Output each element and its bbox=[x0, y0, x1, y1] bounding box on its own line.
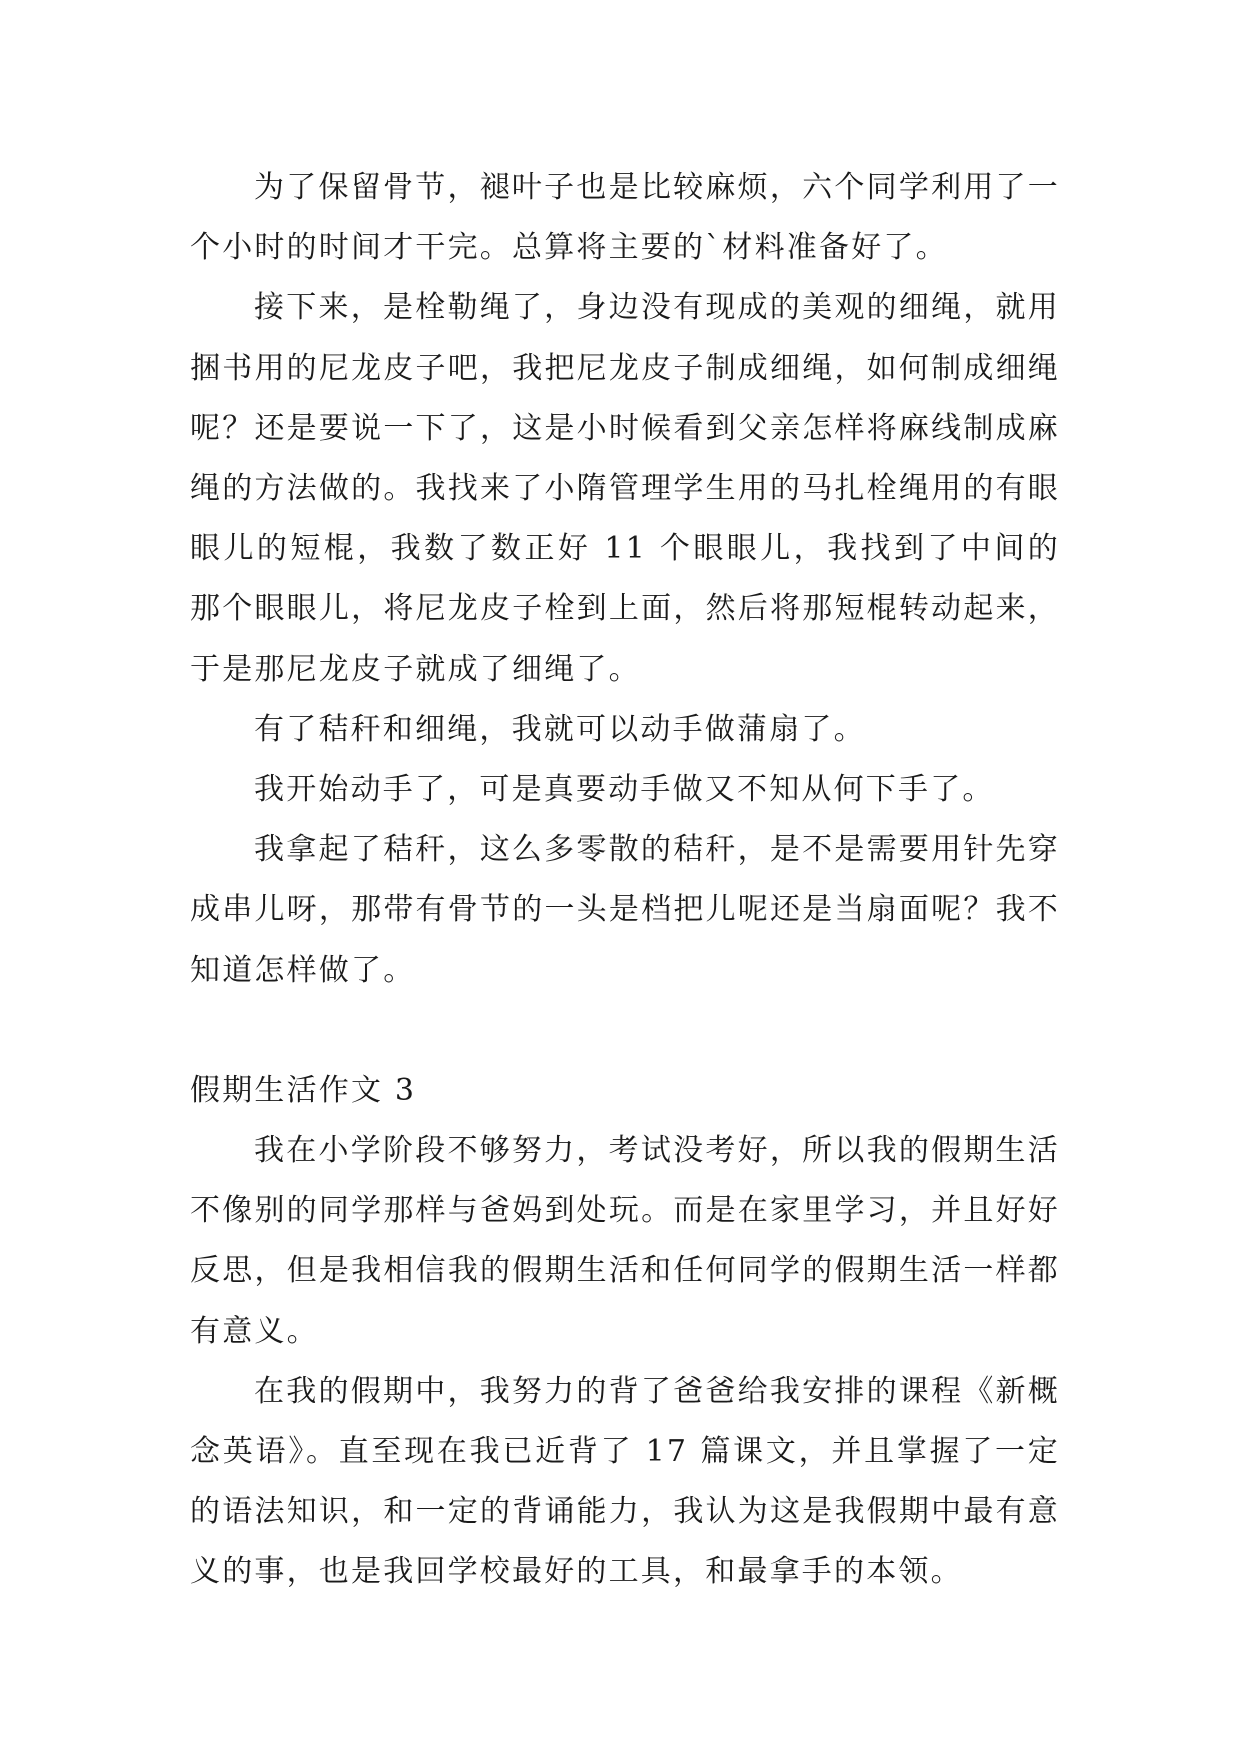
paragraph-pick-up-stalks: 我拿起了秸秆，这么多零散的秸秆，是不是需要用针先穿成串儿呀，那带有骨节的一头是档把儿呢还是当扇面呢？我不知道怎样做了。 bbox=[190, 832, 1060, 988]
paragraph-start-working: 我开始动手了，可是真要动手做又不知从何下手了。 bbox=[254, 772, 995, 808]
paragraph-make-rope: 接下来，是栓勒绳了，身边没有现成的美观的细绳，就用捆书用的尼龙皮子吧，我把尼龙皮子制成细绳，如何制成细绳呢？还是要说一下了，这是小时候看到父亲怎样将麻线制成麻绳的方法做的。我找来了小隋管理学生用的马扎栓绳用的有眼眼儿的短棍，我数了数正好 11 个眼眼儿，我找到了中间的那个眼眼儿，将尼龙皮子栓到上面，然后将那短棍转动起来，于是那尼龙皮子就成了细绳了。 bbox=[190, 290, 1060, 687]
document-body bbox=[190, 158, 1060, 1603]
paragraph-new-concept-english: 在我的假期中，我努力的背了爸爸给我安排的课程《新概念英语》。直至现在我已近背了 17 篇课文，并且掌握了一定的语法知识，和一定的背诵能力，我认为这是我假期中最有意义的事，也是我回学校最好的工具，和最拿手的本领。 bbox=[190, 1373, 1060, 1590]
paragraph-ready-to-make-fan: 有了秸秆和细绳，我就可以动手做蒲扇了。 bbox=[254, 711, 866, 747]
paragraph-keep-joints: 为了保留骨节，褪叶子也是比较麻烦，六个同学利用了一个小时的时间才干完。总算将主要的`材料准备好了。 bbox=[190, 170, 1060, 266]
section-title: 假期生活作文 3 bbox=[190, 1072, 417, 1108]
paragraph-study-at-home: 我在小学阶段不够努力，考试没考好，所以我的假期生活不像别的同学那样与爸妈到处玩。而是在家里学习，并且好好反思，但是我相信我的假期生活和任何同学的假期生活一样都有意义。 bbox=[190, 1133, 1060, 1349]
section-spacer bbox=[190, 1001, 1060, 1061]
